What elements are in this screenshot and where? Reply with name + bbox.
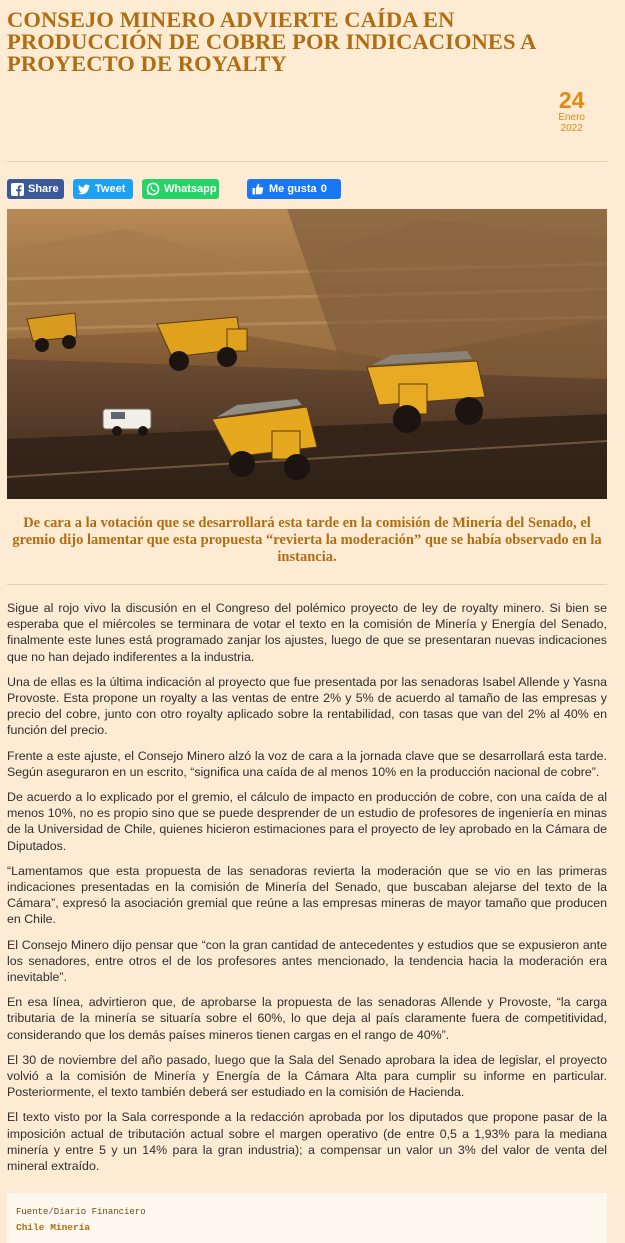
whatsapp-icon — [146, 182, 160, 196]
article-paragraph: “Lamentamos que esta propuesta de las senadoras revierta la moderación que se vio en las primeras indicaciones presentadas en la comisión de Minería del Senado, que buscaban alejarse del texto de la Cámara”, expresó la asociación gremial que reúne a las empresas mineras de mayor tamaño que producen en Chile. — [7, 863, 607, 927]
article-date — [558, 88, 585, 134]
article-paragraph: El texto visto por la Sala corresponde a la redacción aprobada por los diputados que propone pasar de la imposición actual de tributación actual sobre el margen operativo (de entre 0,5 a 1,93% para la mediana minería y entre 5 y un 14% para la gran industria); a compensar un valor un 3% del valor de venta del mineral extraído. — [7, 1110, 607, 1174]
divider — [7, 584, 607, 585]
article-paragraph: Sigue al rojo vivo la discusión en el Congreso del polémico proyecto de ley de royalty minero. Si bien se esperaba que el miércoles se terminara de votar el texto en la comisión de Minería y Energía del Senado, finalmente este lunes está programado zanjar los ajustes, luego de que se presentaran nuevas indicaciones que no han dejado indiferentes a la industria. — [7, 601, 607, 664]
source-box — [7, 1193, 607, 1243]
source-label: Fuente/Diario Financiero — [16, 1207, 146, 1217]
date-day: 24 — [558, 87, 585, 113]
thumbs-up-icon — [251, 182, 265, 196]
whatsapp-share-button[interactable] — [142, 179, 219, 199]
date-month: Enero — [558, 112, 585, 123]
article-title: CONSEJO MINERO ADVIERTE CAÍDA EN PRODUCCIÓN DE COBRE POR INDICACIONES A PROYECTO DE ROYALTY — [7, 7, 536, 76]
facebook-like-button[interactable] — [247, 179, 341, 199]
article-paragraph: De acuerdo a lo explicado por el gremio, el cálculo de impacto en producción de cobre, con una caída de al menos 10%, no es propio sino que se puede desprender de un estudio de profesores de ingeniería en minas de la Universidad de Chile, quienes hicieron estimaciones para el proyecto de ley aprobado en la Cámara de Diputados. — [7, 790, 607, 853]
article-hero-image — [7, 209, 607, 499]
article-paragraph: Una de ellas es la última indicación al proyecto que fue presentada por las senadoras Isabel Allende y Yasna Provoste. Esta propone un royalty a las ventas de entre 2% y 5% de acuerdo al tamaño de las empresas y precio del cobre, junto con otro royalty aplicado sobre la rentabilidad, con tasas que van del 2% al 40% en función del precio. — [7, 674, 607, 738]
source-publication: Chile Minería — [16, 1222, 91, 1233]
article-paragraph: En esa línea, advirtieron que, de aprobarse la propuesta de las senadoras Allende y Provoste, “la carga tributaria de la minería se situaría sobre el 60%, lo que deja al país claramente fuera de competitividad, considerando que los demás países mineros tienen cargas en el rango de 40%”. — [7, 995, 607, 1042]
twitter-share-button[interactable] — [73, 179, 133, 199]
like-label: Me gusta — [269, 183, 317, 195]
like-count: 0 — [320, 183, 327, 195]
facebook-icon — [11, 182, 24, 196]
divider — [7, 161, 607, 162]
article-paragraph: Frente a este ajuste, el Consejo Minero alzó la voz de cara a la jornada clave que se desarrollará esta tarde. Según aseguraron en un escrito, “significa una caída de al menos 10% en la producción nacional de cobre”. — [7, 748, 607, 779]
article-lead: De cara a la votación que se desarrollará esta tarde en la comisión de Minería del Senado, el gremio dijo lamentar que esta propuesta “revierta la moderación” que se había observado en la instancia. — [12, 515, 602, 565]
twitter-share-label: Tweet — [95, 183, 126, 195]
share-bar — [7, 179, 607, 199]
whatsapp-share-label: Whatsapp — [164, 183, 217, 195]
article-body — [7, 600, 607, 1183]
facebook-share-button[interactable] — [7, 179, 64, 199]
article-paragraph: El Consejo Minero dijo pensar que “con la gran cantidad de antecedentes y estudios que se expusieron ante los senadores, entre otros el de los profesores antes mencionado, la tendencia hacia la moderación era inevitable”. — [7, 937, 607, 985]
article-paragraph: El 30 de noviembre del año pasado, luego que la Sala del Senado aprobara la idea de legislar, el proyecto volvió a la comisión de Minería y Energía de la Cámara Alta para cumplir su informe en particular. Posteriormente, el texto también deberá ser estudiado en la comisión de Hacienda. — [7, 1052, 607, 1100]
date-year: 2022 — [560, 123, 583, 134]
twitter-bird-icon — [77, 182, 91, 196]
facebook-share-label: Share — [28, 183, 59, 195]
